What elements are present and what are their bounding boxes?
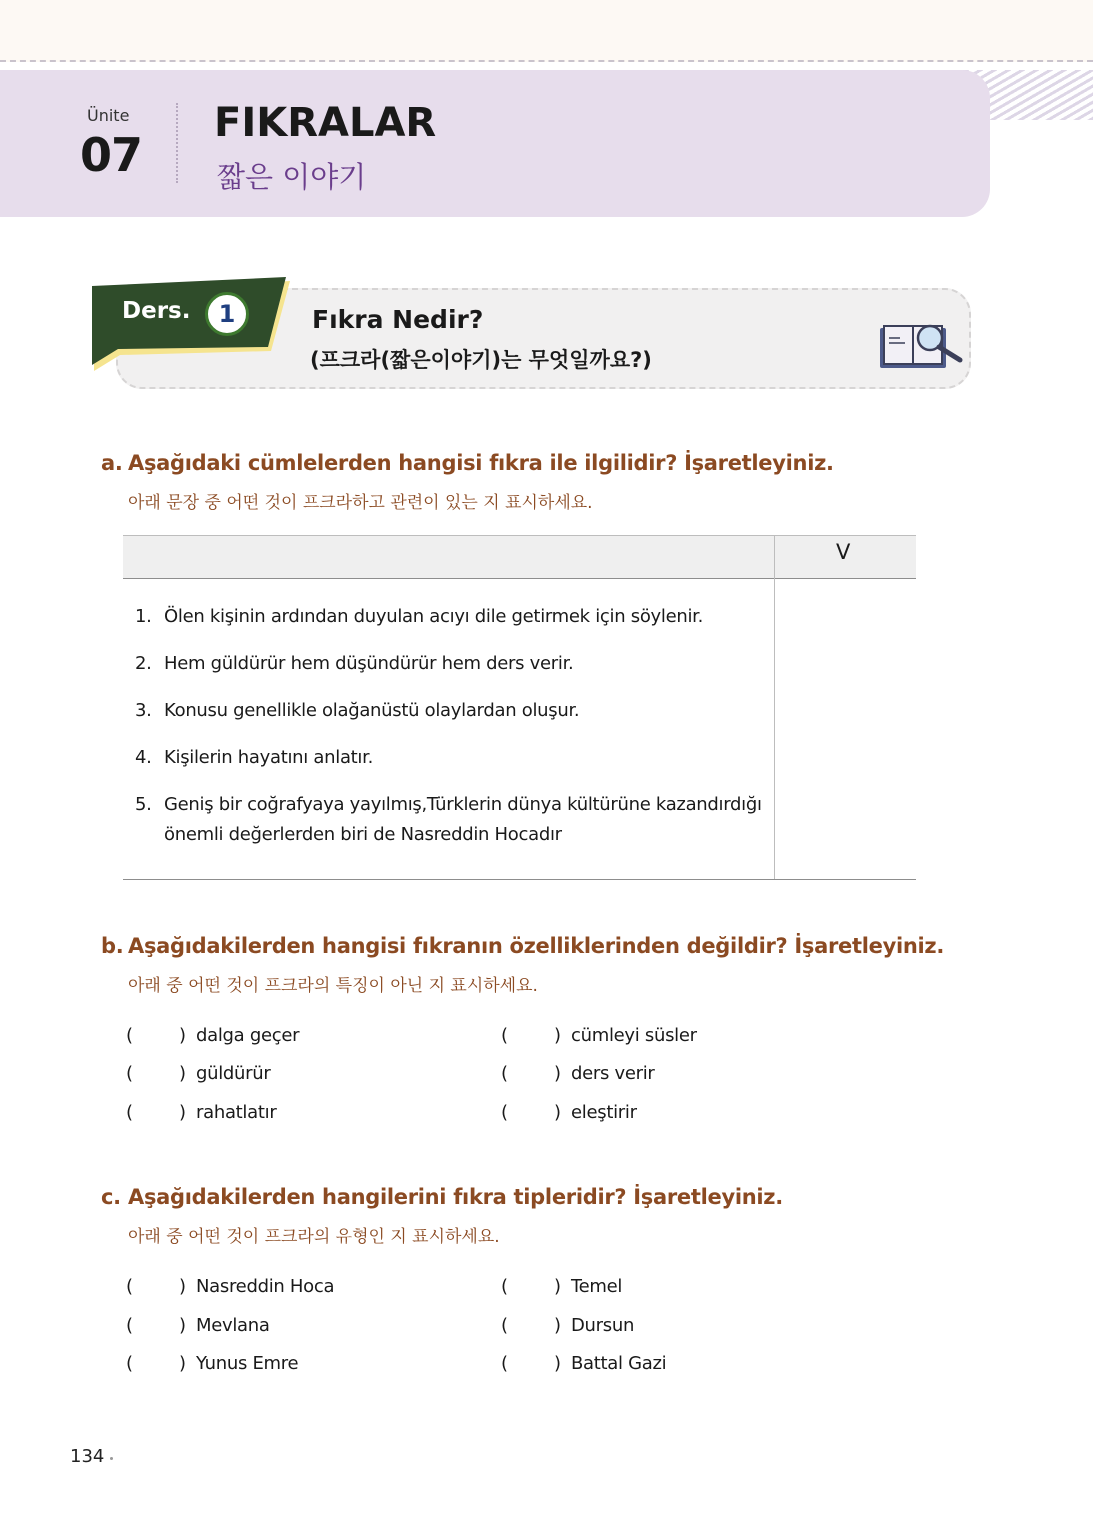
- row-number: 3.: [135, 700, 152, 721]
- option-paren-close: ): [554, 1102, 561, 1123]
- question-c-title: [101, 1185, 783, 1209]
- option-paren-open: (: [126, 1063, 133, 1084]
- question-a-title: [101, 451, 834, 475]
- option-paren-close: ): [554, 1353, 561, 1374]
- option-label: ders verir: [571, 1063, 655, 1084]
- row-text: Kişilerin hayatını anlatır.: [164, 747, 373, 768]
- table-row: [135, 790, 765, 850]
- option-paren-close: ): [179, 1025, 186, 1046]
- question-a-text: Aşağıdaki cümlelerden hangisi fıkra ile ilgilidir? İşaretleyiniz.: [128, 451, 834, 475]
- option-label: Mevlana: [196, 1315, 270, 1336]
- table-row: [135, 649, 765, 679]
- option-paren-open: (: [126, 1315, 133, 1336]
- question-a-subtitle: 아래 문장 중 어떤 것이 프크라하고 관련이 있는 지 표시하세요.: [128, 493, 593, 513]
- option-label: dalga geçer: [196, 1025, 300, 1046]
- unit-label: Ünite: [87, 106, 130, 125]
- option-paren-close: ): [554, 1025, 561, 1046]
- page-dot: [110, 1457, 113, 1460]
- question-b-letter: b.: [101, 934, 124, 958]
- row-text: Ölen kişinin ardından duyulan acıyı dile getirmek için söylenir.: [164, 606, 704, 627]
- table-header: [123, 535, 916, 579]
- question-b-subtitle: 아래 중 어떤 것이 프크라의 특징이 아닌 지 표시하세요.: [128, 976, 538, 996]
- chapter-title: FIKRALAR: [214, 100, 437, 146]
- option-label: Yunus Emre: [196, 1353, 299, 1374]
- page-number: 134: [70, 1446, 105, 1467]
- unit-banner: [0, 70, 990, 217]
- option-paren-open: (: [126, 1025, 133, 1046]
- option-label: Nasreddin Hoca: [196, 1276, 335, 1297]
- table-row: [135, 602, 765, 632]
- row-number: 5.: [135, 794, 152, 815]
- option-paren-close: ): [179, 1063, 186, 1084]
- row-number: 1.: [135, 606, 152, 627]
- option-paren-open: (: [501, 1063, 508, 1084]
- option-label: rahatlatır: [196, 1102, 277, 1123]
- row-text: Hem güldürür hem düşündürür hem ders verir.: [164, 653, 574, 674]
- row-text: Geniş bir coğrafyaya yayılmış,Türklerin dünya kültürüne kazandırdığı önemli değerlerden biri de Nasreddin Hocadır: [164, 794, 762, 845]
- option-paren-close: ): [179, 1102, 186, 1123]
- option-paren-close: ): [179, 1315, 186, 1336]
- question-b-text: Aşağıdakilerden hangisi fıkranın özelliklerinden değildir? İşaretleyiniz.: [128, 934, 945, 958]
- row-text: Konusu genellikle olağanüstü olaylardan oluşur.: [164, 700, 580, 721]
- question-c-text: Aşağıdakilerden hangilerini fıkra tipleridir? İşaretleyiniz.: [128, 1185, 783, 1209]
- table-row: [135, 696, 765, 726]
- chapter-subtitle: 짧은 이야기: [217, 160, 367, 194]
- option-paren-close: ): [554, 1063, 561, 1084]
- book-magnifier-icon: [878, 320, 964, 372]
- question-a-letter: a.: [101, 451, 123, 475]
- lesson-title: Fıkra Nedir?: [312, 305, 484, 334]
- question-c-subtitle: 아래 중 어떤 것이 프크라의 유형인 지 표시하세요.: [128, 1227, 500, 1247]
- table-column-divider: [774, 535, 775, 880]
- banner-divider: [176, 103, 178, 183]
- option-label: eleştirir: [571, 1102, 637, 1123]
- question-c-letter: c.: [101, 1185, 121, 1209]
- option-paren-open: (: [501, 1102, 508, 1123]
- option-paren-close: ): [179, 1353, 186, 1374]
- row-number: 4.: [135, 747, 152, 768]
- table-bottom-border: [123, 879, 916, 880]
- unit-number: 07: [80, 128, 143, 182]
- option-paren-close: ): [554, 1276, 561, 1297]
- option-label: Battal Gazi: [571, 1353, 667, 1374]
- lesson-tag-label: Ders.: [122, 298, 191, 324]
- option-paren-open: (: [126, 1276, 133, 1297]
- option-paren-close: ): [554, 1315, 561, 1336]
- question-b-title: [101, 934, 944, 958]
- option-label: güldürür: [196, 1063, 271, 1084]
- option-paren-open: (: [501, 1025, 508, 1046]
- option-paren-close: ): [179, 1276, 186, 1297]
- option-paren-open: (: [126, 1102, 133, 1123]
- option-paren-open: (: [501, 1276, 508, 1297]
- table-row: [135, 743, 765, 773]
- table-check-header: V: [836, 540, 851, 564]
- option-label: Temel: [571, 1276, 623, 1297]
- option-label: Dursun: [571, 1315, 635, 1336]
- lesson-number-badge: 1: [205, 292, 249, 336]
- option-paren-open: (: [501, 1353, 508, 1374]
- option-paren-open: (: [126, 1353, 133, 1374]
- option-paren-open: (: [501, 1315, 508, 1336]
- top-strip: [0, 0, 1093, 62]
- row-number: 2.: [135, 653, 152, 674]
- option-label: cümleyi süsler: [571, 1025, 697, 1046]
- lesson-subtitle: (프크라(짧은이야기)는 무엇일까요?): [310, 348, 652, 372]
